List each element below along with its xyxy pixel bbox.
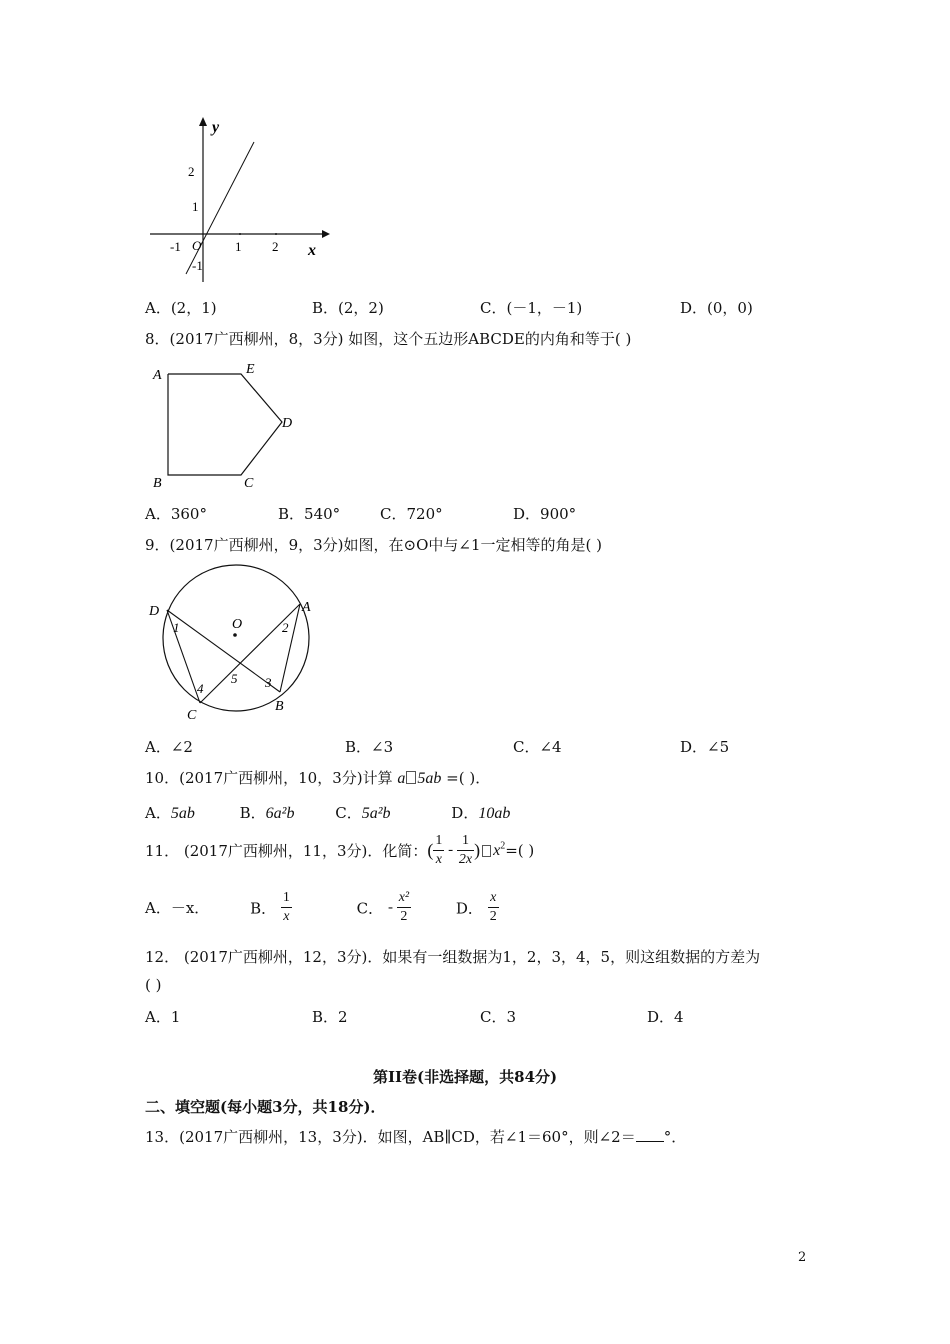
q8-pentagon-figure bbox=[148, 360, 308, 492]
q8-option-d[interactable]: D．900° bbox=[513, 505, 577, 523]
q7-option-a[interactable]: A．(2，1) bbox=[145, 299, 217, 317]
q9-option-a[interactable]: A．∠2 bbox=[145, 738, 193, 756]
q12-option-a[interactable]: A．1 bbox=[145, 1008, 181, 1026]
tick-y-2: 2 bbox=[188, 164, 195, 179]
q11-option-c[interactable]: C． - $\frac{\text{x²}}{2}$ bbox=[356, 890, 410, 924]
q11-option-b[interactable]: B． $\frac{1}{x}$ bbox=[250, 890, 290, 924]
q10-options bbox=[145, 802, 510, 823]
q10-stem: 10．(2017广西柳州，10，3分)计算 a 5ab =( )． bbox=[145, 769, 491, 787]
q12-option-b[interactable]: B．2 bbox=[312, 1008, 348, 1026]
q7-option-b[interactable]: B．(2，2) bbox=[312, 299, 384, 317]
q10-option-d[interactable]: D．10ab bbox=[451, 804, 511, 822]
tick-x-neg1: -1 bbox=[170, 239, 181, 254]
q8-option-b[interactable]: B．540° bbox=[278, 505, 341, 523]
vertex-a: A bbox=[153, 368, 162, 383]
vertex-e: E bbox=[246, 362, 255, 377]
q7-option-d[interactable]: D．(0，0) bbox=[680, 299, 753, 317]
point-b: B bbox=[275, 699, 284, 714]
q7-graph bbox=[140, 112, 340, 287]
q9-stem: 9．(2017广西柳州，9，3分)如图，在⊙O中与∠1一定相等的角是( ) bbox=[145, 536, 602, 554]
q9-option-b[interactable]: B．∠3 bbox=[345, 738, 394, 756]
angle-4: 4 bbox=[197, 681, 204, 696]
q9-circle-figure bbox=[145, 560, 325, 725]
q12-stem-continued: ( ) bbox=[145, 976, 162, 994]
angle-1: 1 bbox=[173, 620, 180, 635]
q10-option-a[interactable]: A．5ab bbox=[145, 804, 195, 822]
q8-option-c[interactable]: C．720° bbox=[380, 505, 443, 523]
q12-option-d[interactable]: D．4 bbox=[647, 1008, 684, 1026]
angle-2: 2 bbox=[282, 620, 289, 635]
q9-option-c[interactable]: C．∠4 bbox=[513, 738, 562, 756]
q11-option-a[interactable]: A．－x． bbox=[145, 899, 210, 917]
q10-option-c[interactable]: C．5a²b bbox=[335, 804, 391, 822]
q12-stem: 12． (2017广西柳州，12，3分)．如果有一组数据为1，2，3，4，5，则这组数据的方差为 bbox=[145, 948, 761, 966]
tick-x-2: 2 bbox=[272, 239, 279, 254]
page-number: 2 bbox=[798, 1250, 807, 1265]
q11-options bbox=[145, 889, 499, 926]
q9-option-d[interactable]: D．∠5 bbox=[680, 738, 730, 756]
q12-option-c[interactable]: C．3 bbox=[480, 1008, 517, 1026]
tick-y-1: 1 bbox=[192, 199, 199, 214]
point-c: C bbox=[187, 708, 197, 723]
tick-x-1: 1 bbox=[235, 239, 242, 254]
missing-glyph-box bbox=[406, 771, 416, 784]
angle-5: 5 bbox=[231, 671, 238, 686]
center-o: O bbox=[232, 617, 243, 632]
q7-option-c[interactable]: C．(－1，－1) bbox=[480, 299, 583, 317]
answer-blank[interactable] bbox=[636, 1127, 664, 1142]
x-axis-label: x bbox=[308, 242, 316, 259]
q11-stem: 11． (2017广西柳州，11，3分)．化简：( $\frac{1}{x}$ - $\frac{1}{2x}$ ) $x^2=$( ) bbox=[145, 833, 535, 867]
q11-option-d[interactable]: D． $\frac{x}{2}$ bbox=[455, 890, 497, 924]
angle-3: 3 bbox=[265, 675, 272, 690]
q8-option-a[interactable]: A．360° bbox=[145, 505, 207, 523]
point-d: D bbox=[149, 604, 160, 619]
tick-y-neg1: -1 bbox=[192, 258, 203, 273]
q8-stem: 8．(2017广西柳州，8，3分) 如图，这个五边形ABCDE的内角和等于( ) bbox=[145, 330, 632, 348]
part-two-heading: 二、填空题(每小题3分，共18分)． bbox=[145, 1098, 386, 1116]
vertex-c: C bbox=[244, 476, 254, 491]
point-a: A bbox=[302, 600, 311, 615]
y-axis-label: y bbox=[212, 119, 220, 136]
vertex-b: B bbox=[153, 476, 162, 491]
q13-stem: 13．(2017广西柳州，13，3分)．如图，AB∥CD，若∠1＝60°，则∠2＝ °． bbox=[145, 1128, 687, 1146]
section-title: 第II卷(非选择题，共84分) bbox=[373, 1068, 558, 1086]
origin-label: O bbox=[192, 238, 202, 253]
missing-glyph-box bbox=[482, 845, 491, 857]
vertex-d: D bbox=[282, 416, 293, 431]
q10-option-b[interactable]: B．6a²b bbox=[239, 804, 295, 822]
